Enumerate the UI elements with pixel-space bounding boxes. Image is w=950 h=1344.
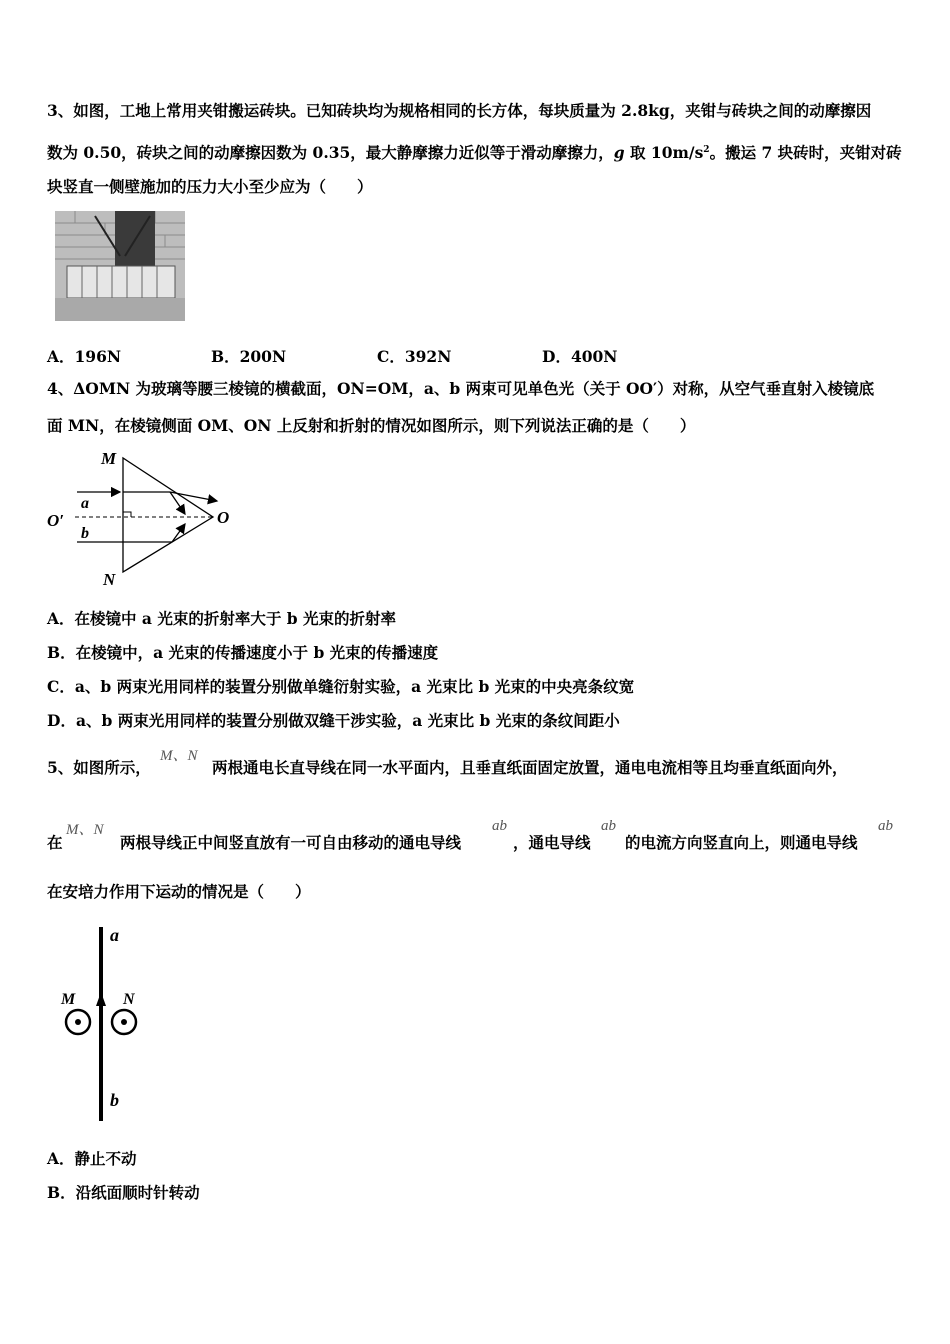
q3-option-a: A．196N — [47, 347, 122, 366]
q5-line-2a: 在 — [47, 833, 63, 852]
q5-math-ab-1: ab — [492, 818, 507, 834]
wire-label-a: a — [110, 925, 119, 945]
brick-clamp-photo — [55, 211, 185, 321]
label-M: M — [101, 449, 117, 468]
q5-line-3: 在安培力作用下运动的情况是（ ） — [47, 882, 311, 901]
q4-option-a: A．在棱镜中 a 光束的折射率大于 b 光束的折射率 — [47, 609, 396, 628]
wire-label-b: b — [110, 1090, 119, 1110]
q3-sup: 2 — [703, 145, 710, 155]
q4-line-2: 面 MN，在棱镜侧面 OM、ON 上反射和折射的情况如图所示，则下列说法正确的是（ ） — [47, 416, 696, 435]
q5-line-2d: 的电流方向竖直向上，则通电导线 — [625, 833, 858, 852]
q4-option-c: C．a、b 两束光用同样的装置分别做单缝衍射实验，a 光束比 b 光束的中央亮条纹宽 — [47, 677, 635, 696]
q3-option-d: D．400N — [542, 347, 618, 366]
wire-label-N: N — [123, 991, 135, 1008]
q5-line-1a: 5、如图所示， — [47, 758, 151, 777]
q3-line-2c: 。搬运 7 块砖时，夹钳对砖 — [709, 143, 902, 163]
q3-option-c: C．392N — [377, 347, 452, 366]
label-O-prime: O′ — [47, 511, 65, 530]
q5-option-a: A．静止不动 — [47, 1149, 137, 1168]
wire-label-M: M — [61, 991, 76, 1008]
q5-line-2c: ，通电导线 — [513, 833, 591, 852]
q4-line-1: 4、ΔOMN 为玻璃等腰三棱镜的横截面，ON=OM，a、b 两束可见单色光（关于 OO′）对称，从空气垂直射入棱镜底 — [47, 379, 875, 398]
label-O: O — [217, 508, 230, 527]
q3-line-3: 块竖直一侧壁施加的压力大小至少应为（ ） — [47, 177, 373, 196]
q5-line-1b: 两根通电长直导线在同一水平面内，且垂直纸面固定放置，通电电流相等且均垂直纸面向外， — [212, 758, 848, 777]
wires-diagram — [55, 922, 155, 1127]
q4-option-d: D．a、b 两束光用同样的装置分别做双缝干涉实验，a 光束比 b 光束的条纹间距小 — [47, 711, 620, 730]
q5-option-b: B．沿纸面顺时针转动 — [47, 1183, 200, 1202]
prism-diagram — [45, 446, 245, 591]
q3-line-2b: 取 10m/s — [624, 143, 704, 163]
q3-line-1: 3、如图，工地上常用夹钳搬运砖块。已知砖块均为规格相同的长方体，每块质量为 2.8kg，夹钳与砖块之间的动摩擦因 — [47, 101, 872, 120]
label-a: a — [81, 495, 89, 512]
q5-math-mn-2: M、N — [66, 822, 104, 838]
q3-g: g — [613, 143, 625, 163]
q3-line-2 — [47, 140, 902, 163]
label-N: N — [103, 570, 116, 589]
q5-line-2b: 两根导线正中间竖直放有一可自由移动的通电导线 — [120, 833, 462, 852]
q5-math-ab-3: ab — [878, 818, 893, 834]
q5-math-ab-2: ab — [601, 818, 616, 834]
q3-line-2a: 数为 0.50，砖块之间的动摩擦因数为 0.35，最大静摩擦力近似等于滑动摩擦力， — [47, 143, 614, 163]
label-b: b — [81, 525, 89, 542]
q3-option-b: B．200N — [211, 347, 287, 366]
q4-option-b: B．在棱镜中，a 光束的传播速度小于 b 光束的传播速度 — [47, 643, 439, 662]
q5-math-mn-1: M、N — [160, 748, 198, 764]
